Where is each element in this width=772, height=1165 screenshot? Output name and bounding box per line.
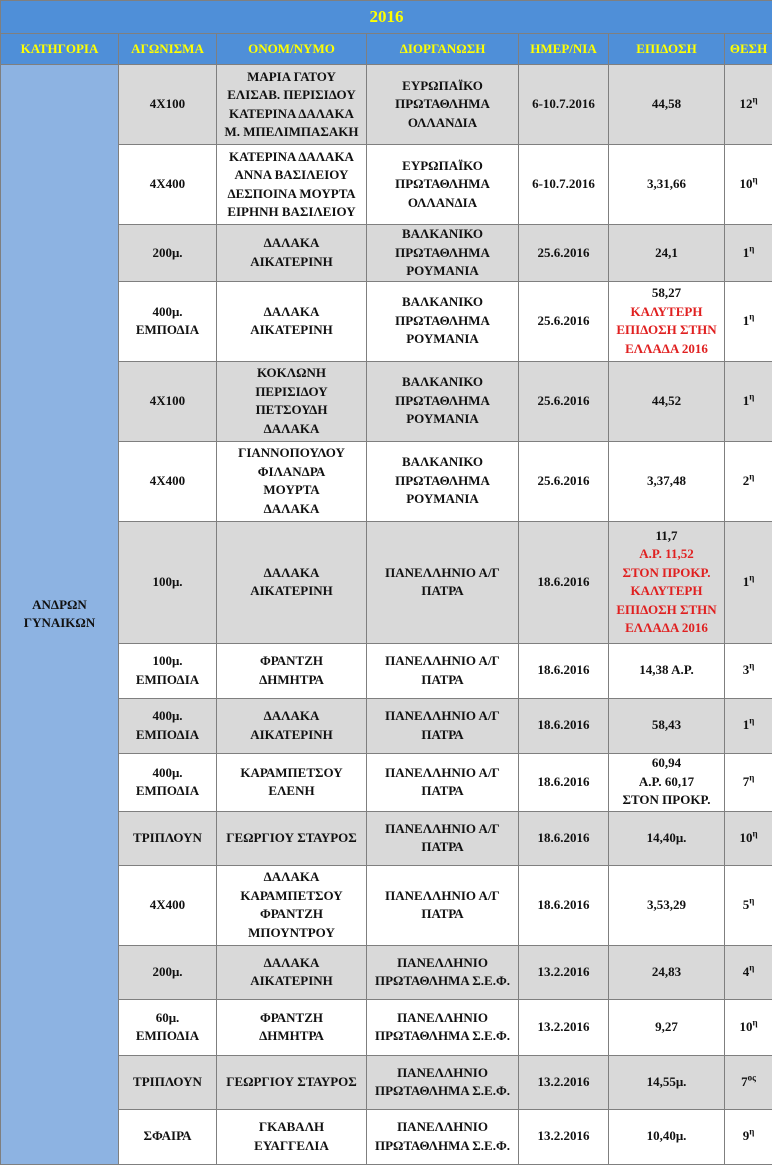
date-cell: 18.6.2016 — [519, 753, 609, 811]
date-cell: 18.6.2016 — [519, 865, 609, 945]
place-value: 10 — [739, 1019, 752, 1034]
name-cell: ΔΑΛΑΚΑ ΚΑΡΑΜΠΕΤΣΟΥ ΦΡΑΝΤΖΗ ΜΠΟΥΝΤΡΟΥ — [217, 865, 367, 945]
performance-cell — [609, 441, 725, 521]
date-cell: 6-10.7.2016 — [519, 145, 609, 225]
table-row — [1, 65, 772, 145]
name-cell: ΓΚΑΒΑΛΗ ΕΥΑΓΓΕΛΙΑ — [217, 1109, 367, 1164]
name-cell: ΔΑΛΑΚΑ ΑΙΚΑΤΕΡΙΝΗ — [217, 281, 367, 361]
name-cell: ΚΟΚΛΩΝΗ ΠΕΡΙΣΙΔΟΥ ΠΕΤΣΟΥΔΗ ΔΑΛΑΚΑ — [217, 361, 367, 441]
place-value: 1 — [743, 313, 750, 328]
place-cell — [725, 999, 772, 1055]
performance-cell — [609, 945, 725, 999]
name-cell: ΦΡΑΝΤΖΗ ΔΗΜΗΤΡΑ — [217, 999, 367, 1055]
place-suffix: η — [749, 572, 754, 582]
name-cell: ΔΑΛΑΚΑ ΑΙΚΑΤΕΡΙΝΗ — [217, 945, 367, 999]
event-cell: 100μ. ΕΜΠΟΔΙΑ — [119, 643, 217, 698]
event-cell: 60μ. ΕΜΠΟΔΙΑ — [119, 999, 217, 1055]
place-value: 10 — [739, 830, 752, 845]
performance-value: 60,94 Α.Ρ. 60,17 ΣΤΟΝ ΠΡΟΚΡ. — [611, 754, 722, 810]
organizer-cell: ΠΑΝΕΛΛΗΝΙΟ ΠΡΩΤΑΘΛΗΜΑ Σ.Ε.Φ. — [367, 1109, 519, 1164]
organizer-cell: ΒΑΛΚΑΝΙΚΟ ΠΡΩΤΑΘΛΗΜΑ ΡΟΥΜΑΝΙΑ — [367, 361, 519, 441]
header-category: ΚΑΤΗΓΟΡΙΑ — [1, 34, 119, 65]
place-suffix: η — [749, 895, 754, 905]
performance-note: ΚΑΛΥΤΕΡΗ ΕΠΙΔΟΣΗ ΣΤΗΝ ΕΛΛΑΔΑ 2016 — [611, 303, 722, 359]
header-performance: ΕΠΙΔΟΣΗ — [609, 34, 725, 65]
place-suffix: η — [749, 243, 754, 253]
performance-cell — [609, 1109, 725, 1164]
place-value: 12 — [739, 96, 752, 111]
performance-cell — [609, 811, 725, 865]
name-cell: ΔΑΛΑΚΑ ΑΙΚΑΤΕΡΙΝΗ — [217, 225, 367, 282]
organizer-cell: ΒΑΛΚΑΝΙΚΟ ΠΡΩΤΑΘΛΗΜΑ ΡΟΥΜΑΝΙΑ — [367, 281, 519, 361]
performance-value: 44,58 — [611, 95, 722, 114]
place-suffix: η — [752, 95, 757, 105]
performance-cell — [609, 65, 725, 145]
place-suffix: η — [749, 772, 754, 782]
date-cell: 13.2.2016 — [519, 999, 609, 1055]
place-value: 10 — [739, 176, 752, 191]
place-value: 5 — [743, 897, 750, 912]
place-suffix: η — [752, 1017, 757, 1027]
performance-value: 3,53,29 — [611, 896, 722, 915]
place-suffix: η — [749, 391, 754, 401]
performance-value: 11,7 — [611, 527, 722, 546]
performance-value: 14,38 Α.Ρ. — [611, 661, 722, 680]
event-cell: ΤΡΙΠΛΟΥΝ — [119, 811, 217, 865]
place-cell — [725, 811, 772, 865]
date-cell: 13.2.2016 — [519, 1055, 609, 1109]
performance-cell — [609, 753, 725, 811]
place-cell — [725, 1055, 772, 1109]
date-cell: 13.2.2016 — [519, 1109, 609, 1164]
performance-value: 3,37,48 — [611, 472, 722, 491]
performance-value: 14,40μ. — [611, 829, 722, 848]
place-cell — [725, 145, 772, 225]
performance-cell — [609, 361, 725, 441]
place-cell — [725, 698, 772, 753]
organizer-cell: ΠΑΝΕΛΛΗΝΙΟ Α/Γ ΠΑΤΡΑ — [367, 753, 519, 811]
event-cell: 200μ. — [119, 225, 217, 282]
performance-cell — [609, 999, 725, 1055]
header-name: ΟΝΟΜ/ΝΥΜΟ — [217, 34, 367, 65]
date-cell: 18.6.2016 — [519, 811, 609, 865]
name-cell: ΜΑΡΙΑ ΓΑΤΟΥ ΕΛΙΣΑΒ. ΠΕΡΙΣΙΔΟΥ ΚΑΤΕΡΙΝΑ ΔΑΛΑΚΑ Μ. ΜΠΕΛΙΜΠΑΣΑΚΗ — [217, 65, 367, 145]
place-cell — [725, 945, 772, 999]
organizer-cell: ΠΑΝΕΛΛΗΝΙΟ Α/Γ ΠΑΤΡΑ — [367, 643, 519, 698]
performance-value: 14,55μ. — [611, 1073, 722, 1092]
place-value: 1 — [743, 574, 750, 589]
date-cell: 18.6.2016 — [519, 643, 609, 698]
place-value: 2 — [743, 473, 750, 488]
results-body — [1, 65, 772, 1165]
performance-value: 9,27 — [611, 1018, 722, 1037]
event-cell: 400μ. ΕΜΠΟΔΙΑ — [119, 698, 217, 753]
place-value: 1 — [743, 245, 750, 260]
date-cell: 13.2.2016 — [519, 945, 609, 999]
date-cell: 6-10.7.2016 — [519, 65, 609, 145]
header-place: ΘΕΣΗ — [725, 34, 772, 65]
event-cell: ΤΡΙΠΛΟΥΝ — [119, 1055, 217, 1109]
place-suffix: η — [749, 716, 754, 726]
event-cell: 4Χ400 — [119, 145, 217, 225]
place-cell — [725, 281, 772, 361]
performance-cell — [609, 698, 725, 753]
place-suffix: η — [749, 471, 754, 481]
event-cell: 400μ. ΕΜΠΟΔΙΑ — [119, 281, 217, 361]
organizer-cell: ΕΥΡΩΠΑΪΚΟ ΠΡΩΤΑΘΛΗΜΑ ΟΛΛΑΝΔΙΑ — [367, 145, 519, 225]
place-value: 7 — [743, 774, 750, 789]
table-title: 2016 — [1, 1, 772, 34]
performance-cell — [609, 225, 725, 282]
place-suffix: η — [749, 1127, 754, 1137]
performance-cell — [609, 145, 725, 225]
organizer-cell: ΠΑΝΕΛΛΗΝΙΟ Α/Γ ΠΑΤΡΑ — [367, 865, 519, 945]
event-cell: 4Χ100 — [119, 361, 217, 441]
date-cell: 25.6.2016 — [519, 441, 609, 521]
place-value: 1 — [743, 717, 750, 732]
date-cell: 18.6.2016 — [519, 521, 609, 643]
name-cell: ΓΕΩΡΓΙΟΥ ΣΤΑΥΡΟΣ — [217, 1055, 367, 1109]
place-cell — [725, 65, 772, 145]
place-cell — [725, 361, 772, 441]
performance-cell — [609, 865, 725, 945]
place-suffix: η — [749, 311, 754, 321]
header-event: ΑΓΩΝΙΣΜΑ — [119, 34, 217, 65]
organizer-cell: ΠΑΝΕΛΛΗΝΙΟ Α/Γ ΠΑΤΡΑ — [367, 521, 519, 643]
performance-value: 24,83 — [611, 963, 722, 982]
organizer-cell: ΒΑΛΚΑΝΙΚΟ ΠΡΩΤΑΘΛΗΜΑ ΡΟΥΜΑΝΙΑ — [367, 441, 519, 521]
place-value: 1 — [743, 393, 750, 408]
event-cell: 100μ. — [119, 521, 217, 643]
organizer-cell: ΠΑΝΕΛΛΗΝΙΟ ΠΡΩΤΑΘΛΗΜΑ Σ.Ε.Φ. — [367, 999, 519, 1055]
place-suffix: η — [752, 175, 757, 185]
event-cell: 4Χ400 — [119, 865, 217, 945]
place-suffix: η — [749, 962, 754, 972]
performance-value: 3,31,66 — [611, 175, 722, 194]
place-cell — [725, 225, 772, 282]
performance-value: 44,52 — [611, 392, 722, 411]
category-cell: ΑΝΔΡΩΝ ΓΥΝΑΙΚΩΝ — [1, 65, 119, 1165]
performance-cell — [609, 1055, 725, 1109]
name-cell: ΔΑΛΑΚΑ ΑΙΚΑΤΕΡΙΝΗ — [217, 521, 367, 643]
event-cell: 200μ. — [119, 945, 217, 999]
place-suffix: η — [749, 661, 754, 671]
place-suffix: ος — [748, 1072, 756, 1082]
place-cell — [725, 753, 772, 811]
performance-value: 58,43 — [611, 716, 722, 735]
performance-cell — [609, 643, 725, 698]
place-value: 9 — [743, 1128, 750, 1143]
organizer-cell: ΠΑΝΕΛΛΗΝΙΟ Α/Γ ΠΑΤΡΑ — [367, 811, 519, 865]
place-cell — [725, 1109, 772, 1164]
name-cell: ΓΙΑΝΝΟΠΟΥΛΟΥ ΦΙΛΑΝΔΡΑ ΜΟΥΡΤΑ ΔΑΛΑΚΑ — [217, 441, 367, 521]
place-value: 7 — [741, 1074, 748, 1089]
place-cell — [725, 441, 772, 521]
event-cell: 4Χ400 — [119, 441, 217, 521]
event-cell: ΣΦΑΙΡΑ — [119, 1109, 217, 1164]
name-cell: ΦΡΑΝΤΖΗ ΔΗΜΗΤΡΑ — [217, 643, 367, 698]
organizer-cell: ΠΑΝΕΛΛΗΝΙΟ ΠΡΩΤΑΘΛΗΜΑ Σ.Ε.Φ. — [367, 945, 519, 999]
name-cell: ΚΑΤΕΡΙΝΑ ΔΑΛΑΚΑ ΑΝΝΑ ΒΑΣΙΛΕΙΟΥ ΔΕΣΠΟΙΝΑ ΜΟΥΡΤΑ ΕΙΡΗΝΗ ΒΑΣΙΛΕΙΟΥ — [217, 145, 367, 225]
performance-note: Α.Ρ. 11,52 ΣΤΟΝ ΠΡΟΚΡ. ΚΑΛΥΤΕΡΗ ΕΠΙΔΟΣΗ ΣΤΗΝ ΕΛΛΑΔΑ 2016 — [611, 545, 722, 638]
place-suffix: η — [752, 828, 757, 838]
place-cell — [725, 865, 772, 945]
header-row — [1, 34, 772, 65]
date-cell: 25.6.2016 — [519, 361, 609, 441]
place-value: 3 — [743, 662, 750, 677]
performance-value: 24,1 — [611, 244, 722, 263]
place-cell — [725, 521, 772, 643]
place-cell — [725, 643, 772, 698]
header-organizer: ΔΙΟΡΓΑΝΩΣΗ — [367, 34, 519, 65]
event-cell: 4Χ100 — [119, 65, 217, 145]
performance-cell — [609, 521, 725, 643]
name-cell: ΚΑΡΑΜΠΕΤΣΟΥ ΕΛΕΝΗ — [217, 753, 367, 811]
name-cell: ΓΕΩΡΓΙΟΥ ΣΤΑΥΡΟΣ — [217, 811, 367, 865]
place-value: 4 — [743, 964, 750, 979]
header-date: ΗΜΕΡ/ΝΙΑ — [519, 34, 609, 65]
date-cell: 25.6.2016 — [519, 225, 609, 282]
event-cell: 400μ. ΕΜΠΟΔΙΑ — [119, 753, 217, 811]
organizer-cell: ΠΑΝΕΛΛΗΝΙΟ Α/Γ ΠΑΤΡΑ — [367, 698, 519, 753]
performance-value: 58,27 — [611, 284, 722, 303]
performance-cell — [609, 281, 725, 361]
date-cell: 25.6.2016 — [519, 281, 609, 361]
organizer-cell: ΒΑΛΚΑΝΙΚΟ ΠΡΩΤΑΘΛΗΜΑ ΡΟΥΜΑΝΙΑ — [367, 225, 519, 282]
organizer-cell: ΕΥΡΩΠΑΪΚΟ ΠΡΩΤΑΘΛΗΜΑ ΟΛΛΑΝΔΙΑ — [367, 65, 519, 145]
performance-value: 10,40μ. — [611, 1127, 722, 1146]
date-cell: 18.6.2016 — [519, 698, 609, 753]
organizer-cell: ΠΑΝΕΛΛΗΝΙΟ ΠΡΩΤΑΘΛΗΜΑ Σ.Ε.Φ. — [367, 1055, 519, 1109]
name-cell: ΔΑΛΑΚΑ ΑΙΚΑΤΕΡΙΝΗ — [217, 698, 367, 753]
